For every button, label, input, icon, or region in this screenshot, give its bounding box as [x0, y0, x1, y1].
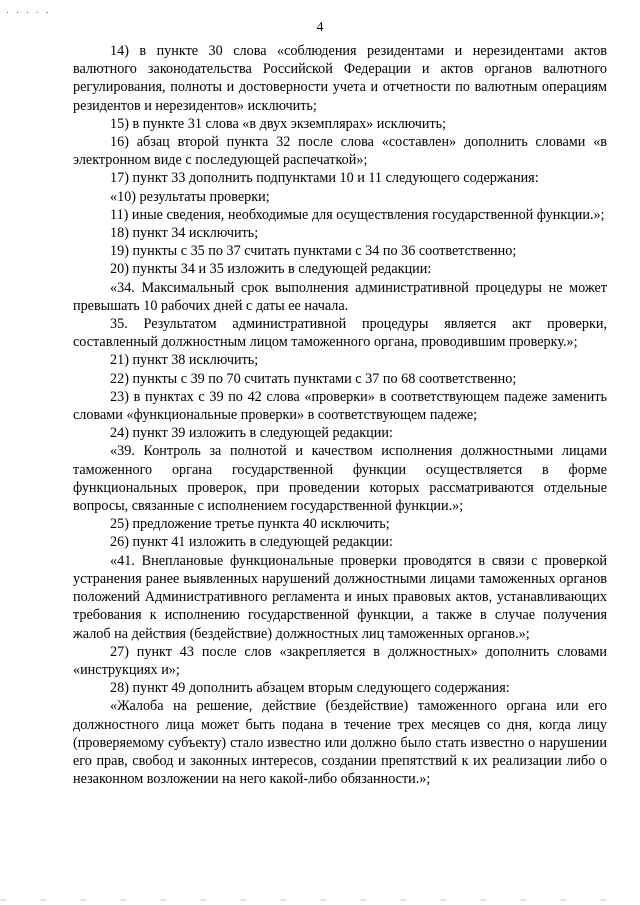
paragraph-20: 27) пункт 43 после слов «закрепляется в должностных» дополнить словами «инструкциях и»; — [73, 643, 607, 678]
document-body — [73, 42, 607, 788]
paragraph-3: 16) абзац второй пункта 32 после слова «составлен» дополнить словами «в электронном виде с последующей распечаткой»; — [73, 134, 607, 169]
paragraph-12: 21) пункт 38 исключить; — [110, 352, 259, 369]
paragraph-6: 11) иные сведения, необходимые для осуществления государственной функции.»; — [110, 206, 605, 223]
paragraph-21: 28) пункт 49 дополнить абзацем вторым следующего содержания: — [110, 680, 510, 697]
paragraph-11: 35. Результатом административной процедуры является акт проверки, составленный должностным лицом таможенного органа, проводившим проверку.»; — [73, 316, 607, 351]
paragraph-19: «41. Внеплановые функциональные проверки проводятся в связи с проверкой устранения ранее выявленных нарушений должностными лицами таможенных органов положений Административного регламента и иных правовых актов, устанавливающих требования к исполнению государственной функции, а также в случае получения жалоб на действия (бездействие) должностных лиц таможенных органов.»; — [73, 552, 607, 642]
page-number: 4 — [316, 20, 324, 35]
paragraph-13: 22) пункты с 39 по 70 считать пунктами с 37 по 68 соответственно; — [110, 370, 517, 387]
paragraph-10: «34. Максимальный срок выполнения административной процедуры не может превышать 10 рабочих дней с даты ее начала. — [73, 279, 607, 314]
paragraph-4: 17) пункт 33 дополнить подпунктами 10 и 11 следующего содержания: — [110, 170, 539, 187]
paragraph-9: 20) пункты 34 и 35 изложить в следующей редакции: — [110, 261, 432, 278]
paragraph-7: 18) пункт 34 исключить; — [110, 225, 259, 242]
paragraph-15: 24) пункт 39 изложить в следующей редакции: — [110, 425, 393, 442]
paragraph-2: 15) в пункте 31 слова «в двух экземплярах» исключить; — [110, 115, 447, 132]
scan-edge-noise — [0, 899, 640, 901]
paragraph-22: «Жалоба на решение, действие (бездействие) таможенного органа или его должностного лица может быть подана в течение трех месяцев со дня, когда лицу (проверяемому субъекту) стало известно или должно было стать известно о нарушении его прав, свобод и законных интересов, создании препятствий к их реализации либо о незаконном возложении на него какой-либо обязанности.»; — [73, 698, 607, 788]
paragraph-18: 26) пункт 41 изложить в следующей редакции: — [110, 534, 393, 551]
paragraph-14: 23) в пунктах с 39 по 42 слова «проверки» в соответствующем падеже заменить словами «функциональные проверки» в соответствующем падеже; — [73, 388, 607, 424]
scan-speck: · · · · · — [6, 8, 51, 19]
paragraph-17: 25) предложение третье пункта 40 исключить; — [110, 516, 390, 533]
paragraph-8: 19) пункты с 35 по 37 считать пунктами с 34 по 36 соответственно; — [110, 243, 517, 260]
paragraph-1: 14) в пункте 30 слова «соблюдения резидентами и нерезидентами актов валютного законодательства Российской Федерации и актов органов валютного регулирования, полноты и достоверности учета и отчетности по валютным операциям резидентов и нерезидентов» исключить; — [73, 43, 607, 114]
paragraph-16: «39. Контроль за полнотой и качеством исполнения должностными лицами таможенного органа государственной функции осуществляется в форме функциональных проверок, при проведении которых рассматриваются отдельные вопросы, связанные с исполнением государственной функции.»; — [73, 443, 607, 515]
paragraph-5: «10) результаты проверки; — [110, 188, 270, 205]
